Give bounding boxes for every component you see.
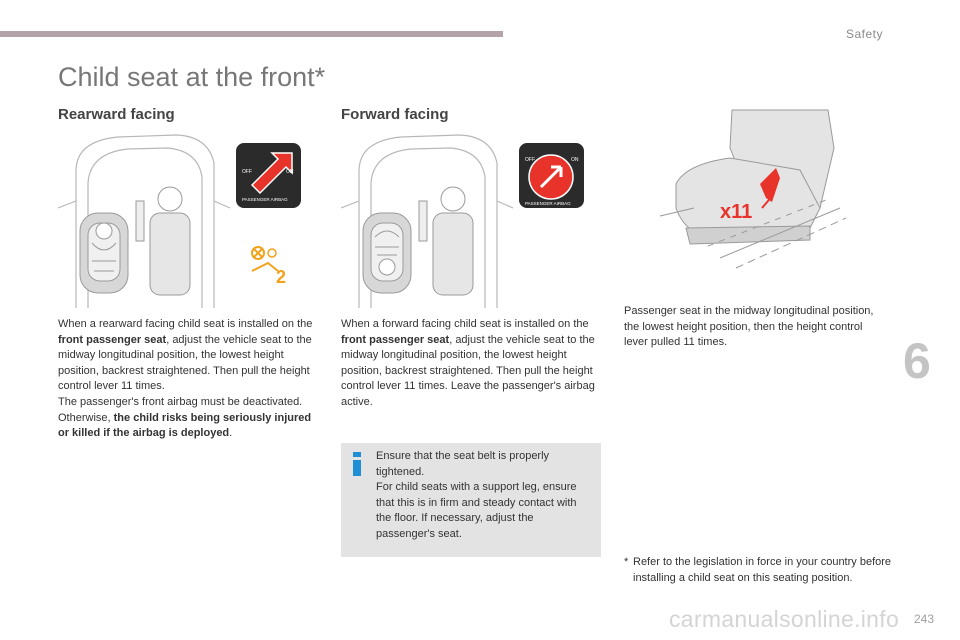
rearward-heading: Rearward facing — [58, 106, 175, 123]
rear-child-seat — [80, 213, 128, 293]
page-title: Child seat at the front* — [58, 62, 326, 92]
watermark: carmanualsonline.info — [669, 606, 900, 632]
footnote-text: Refer to the legislation in force in your country before installing a child seat on this seating position. — [633, 556, 892, 584]
forward-car-illustration — [341, 133, 597, 308]
footnote-mark: * — [624, 556, 629, 568]
rearward-text: When a rearward facing child seat is installed on the front passenger seat, adjust the vehicle seat to the midway longitudinal position, the lowest height position, backrest straightened. Then pull the height control lever 11 times. The passenger's front airbag must be deactivated. Otherwise, the child risks being seriously injured or killed if the airbag is deployed. — [58, 318, 313, 440]
airbag-switch-on — [519, 143, 584, 208]
info-icon — [351, 452, 363, 476]
airbag-switch-off — [236, 143, 301, 208]
forward-child-seat — [363, 213, 411, 293]
rearward-car-illustration — [58, 133, 314, 308]
airbag-warning-icon — [252, 247, 286, 287]
chapter-number: 6 — [903, 333, 931, 389]
lever-count-label: x11 — [720, 201, 753, 223]
page-number: 243 — [914, 612, 935, 626]
switch-off-label: OFF — [525, 157, 535, 163]
info-text: Ensure that the seat belt is properly tightened. For child seats with a support leg, ensure that this is in firm and steady contact with the floor. If necessary, adjust the passenger's seat. — [376, 450, 577, 540]
footnote — [624, 555, 894, 586]
section-label: Safety — [846, 27, 884, 41]
switch-on-label: ON — [286, 169, 294, 175]
switch-off-label: OFF — [242, 169, 252, 175]
seat-adjustment-illustration — [650, 108, 850, 278]
info-box — [341, 443, 601, 557]
forward-text: When a forward facing child seat is installed on the front passenger seat, adjust the vehicle seat to the midway longitudinal position, the lowest height position, backrest straightened. Then pull the height control lever 11 times. Leave the passenger's airbag active. — [341, 318, 595, 408]
seat-caption: Passenger seat in the midway longitudinal position, the lowest height position, then the height control lever pulled 11 times. — [624, 305, 874, 349]
warning-number: 2 — [276, 267, 287, 287]
switch-ring-label: PASSENGER AIRBAG — [525, 201, 571, 206]
top-accent-bar — [0, 31, 503, 37]
switch-on-label: ON — [571, 157, 579, 163]
forward-heading: Forward facing — [341, 106, 449, 123]
switch-ring-label: PASSENGER AIRBAG — [242, 197, 288, 202]
